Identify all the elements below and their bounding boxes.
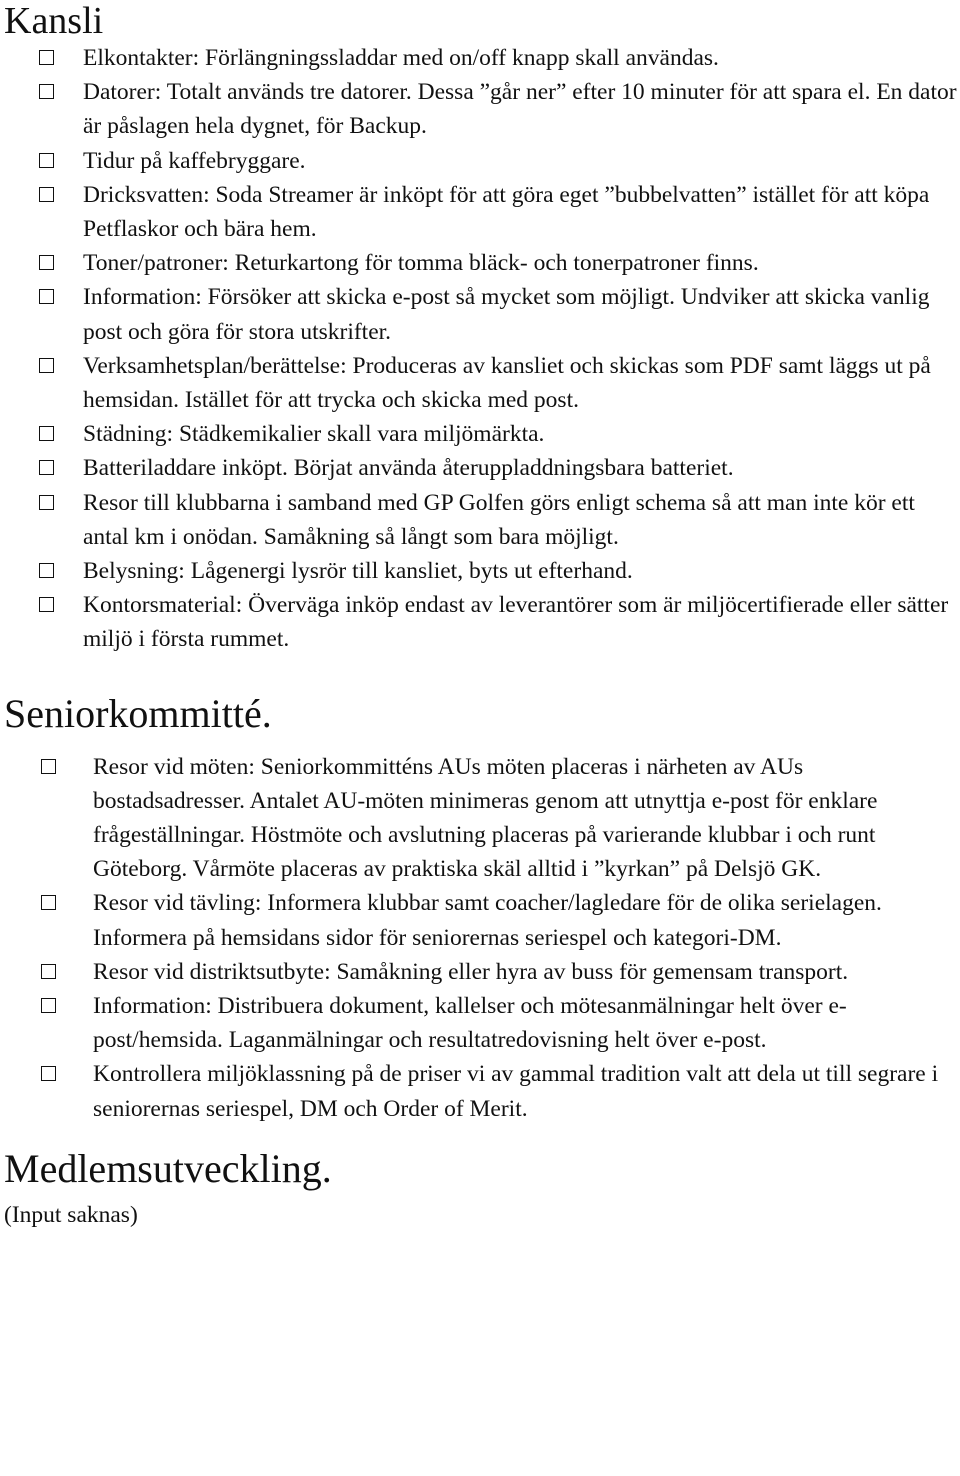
checklist-item (0, 349, 960, 417)
checkbox-icon (39, 187, 54, 202)
checklist-item-text: Toner/patroner: Returkartong för tomma bläck- och tonerpatroner finns. (83, 250, 759, 277)
checklist-item (0, 417, 960, 451)
checklist-item-text: Elkontakter: Förlängningssladdar med on/off knapp skall användas. (83, 45, 719, 71)
checklist-item (0, 554, 960, 588)
checklist-item (0, 451, 960, 485)
checkbox-icon (39, 426, 54, 441)
checklist-item-text: Resor vid distriktsutbyte: Samåkning eller hyra av buss för gemensam transport. (93, 958, 849, 985)
checklist-item (0, 989, 960, 1057)
checklist-item (0, 886, 960, 954)
checkbox-icon (39, 289, 54, 304)
checkbox-icon (39, 460, 54, 475)
checkbox-icon (39, 358, 54, 373)
checklist-item-text: Resor vid möten: Seniorkommitténs AUs möten placeras i närheten av AUs bostadsadresser. Antalet AU-möten minimeras genom att utnyttja e-post för enklare frågeställningar. Höstmöte och avslutning placeras på varierande klubbar i och runt Göteborg. Vårmöte placeras av praktiska skäl alltid i ”kyrkan” på Delsjö GK. (93, 753, 878, 883)
checklist-item (0, 280, 960, 348)
checkbox-icon (39, 153, 54, 168)
checkbox-icon (41, 998, 56, 1013)
checkbox-icon (41, 964, 56, 979)
checkbox-icon (39, 495, 54, 510)
checklist-item-text: Information: Försöker att skicka e-post så mycket som möjligt. Undviker att skicka vanlig post och göra för stora utskrifter. (83, 284, 930, 345)
checklist-item (0, 1057, 960, 1125)
checklist-kansli (0, 41, 960, 657)
checklist-seniorkommitte (0, 750, 960, 1126)
checklist-item-text: Tidur på kaffebryggare. (83, 147, 306, 174)
checklist-item (0, 750, 960, 887)
checkbox-icon (41, 895, 56, 910)
checklist-item (0, 144, 960, 178)
checklist-item-text: Belysning: Lågenergi lysrör till kansliet, byts ut efterhand. (83, 558, 633, 585)
checklist-item-text: Verksamhetsplan/berättelse: Produceras av kansliet och skickas som PDF samt läggs ut på hemsidan. Istället för att trycka och skicka med post. (83, 352, 931, 414)
checkbox-icon (39, 255, 54, 270)
checkbox-icon (41, 759, 56, 774)
checklist-item (0, 955, 960, 989)
section-note: (Input saknas) (4, 1201, 138, 1228)
checklist-item (0, 246, 960, 280)
checklist-item-text: Resor till klubbarna i samband med GP Golfen görs enligt schema så att man inte kör ett antal km i onödan. Samåkning så långt som bara möjligt. (83, 489, 915, 550)
checkbox-icon (41, 1066, 56, 1081)
checklist-item-text: Resor vid tävling: Informera klubbar samt coacher/lagledare för de olika serielagen. Informera på hemsidans sidor för seniorernas seriespel och kategori-DM. (93, 890, 882, 951)
section-title-seniorkommitte: Seniorkommitté. (4, 690, 272, 736)
checklist-item (0, 41, 960, 75)
checkbox-icon (39, 597, 54, 612)
checkbox-icon (39, 563, 54, 578)
checkbox-icon (39, 84, 54, 99)
checklist-item-text: Batteriladdare inköpt. Börjat använda återuppladdningsbara batteriet. (83, 455, 734, 482)
checklist-item-text: Kontrollera miljöklassning på de priser vi av gammal tradition valt att dela ut till segrare i seniorernas seriespel, DM och Order of Merit. (93, 1061, 939, 1122)
checklist-item (0, 178, 960, 246)
checklist-item (0, 588, 960, 656)
checkbox-icon (39, 50, 54, 65)
checklist-item-text: Information: Distribuera dokument, kallelser och mötesanmälningar helt över e-post/hemsida. Laganmälningar och resultatredovisning helt över e-post. (93, 993, 847, 1054)
checklist-item-text: Dricksvatten: Soda Streamer är inköpt för att göra eget ”bubbelvatten” istället för att köpa Petflaskor och bära hem. (83, 181, 930, 243)
checklist-item (0, 75, 960, 143)
checklist-item (0, 486, 960, 554)
section-title-kansli: Kansli (4, 0, 104, 42)
checklist-item-text: Kontorsmaterial: Överväga inköp endast av leverantörer som är miljöcertifierade eller sätter miljö i första rummet. (83, 592, 949, 653)
checklist-item-text: Datorer: Totalt används tre datorer. Dessa ”går ner” efter 10 minuter för att spara el. En dator är påslagen hela dygnet, för Backup. (83, 79, 957, 140)
section-title-medlemsutveckling: Medlemsutveckling. (4, 1145, 332, 1191)
checklist-item-text: Städning: Städkemikalier skall vara miljömärkta. (83, 421, 545, 448)
